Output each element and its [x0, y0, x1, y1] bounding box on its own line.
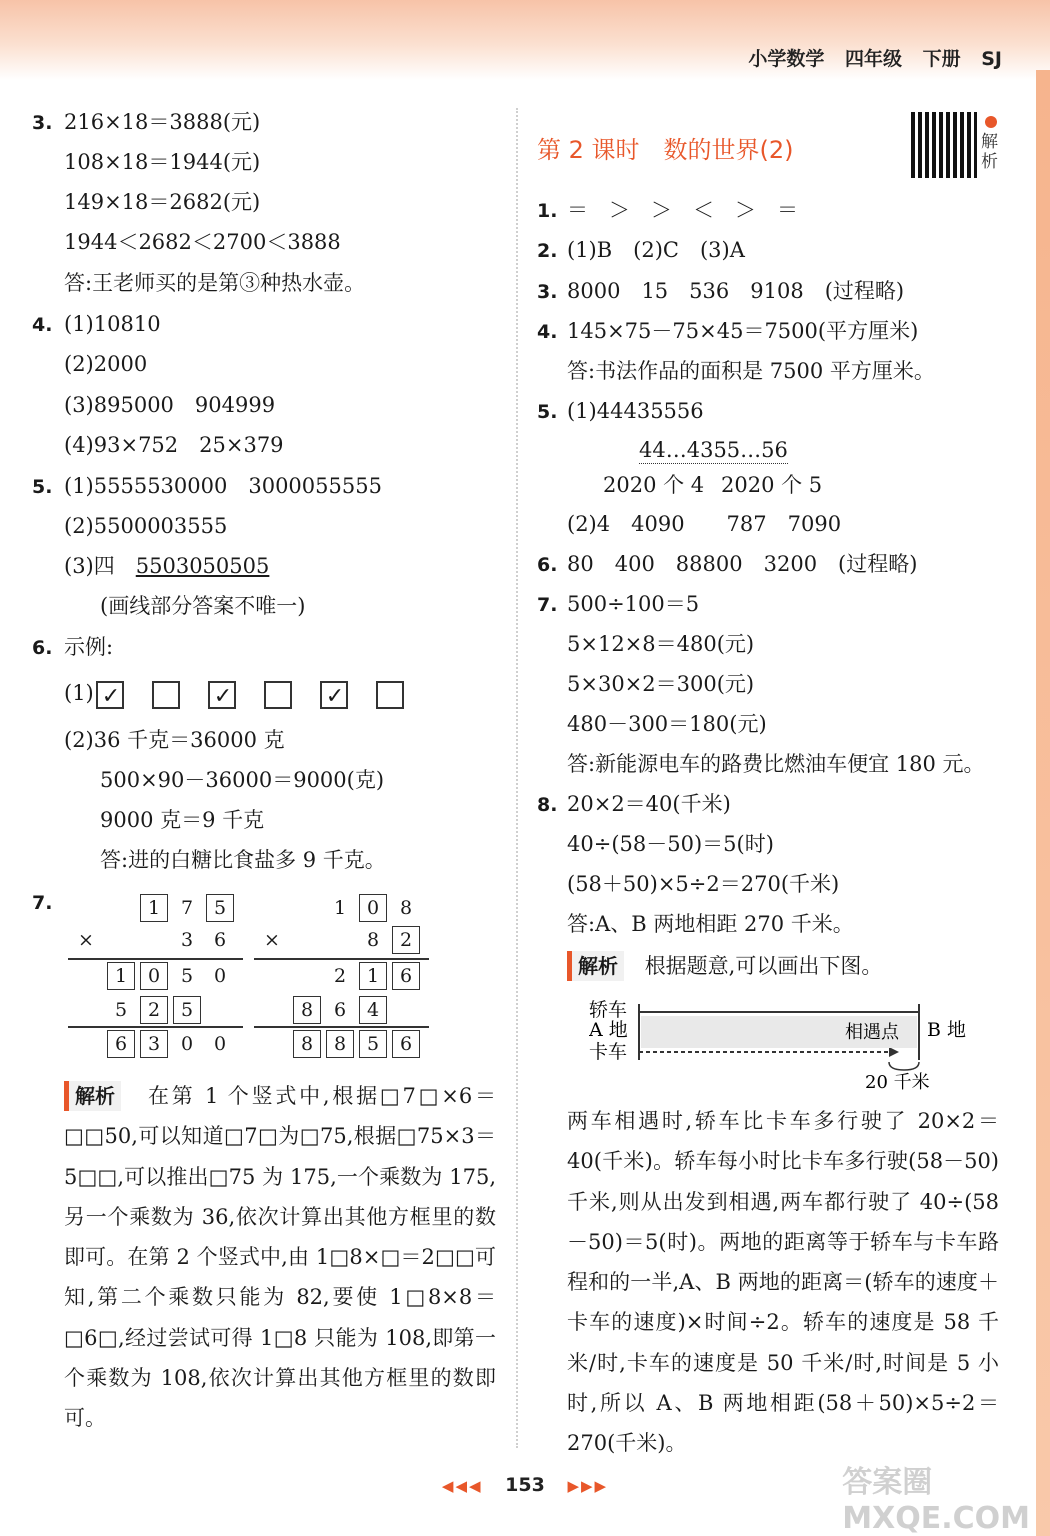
calc2-digit: 8	[399, 897, 413, 919]
qr-label: 解析	[981, 132, 998, 172]
answer-line: (3)895000 904999	[64, 393, 276, 417]
calc1-boxed-digit: 5	[206, 894, 234, 922]
question-number: 1.	[537, 200, 558, 222]
answer-line: 答:书法作品的面积是 7500 平方厘米。	[567, 359, 935, 383]
analysis-row	[567, 950, 882, 984]
answer-line: (1)44435556	[567, 399, 704, 423]
prev-arrows-icon: ◀◀◀	[441, 1477, 483, 1495]
answer-line: 答:新能源电车的路费比燃油车便宜 180 元。	[567, 752, 985, 776]
calc1-digit: 0	[213, 1033, 227, 1055]
answer-line: 500÷100＝5	[567, 592, 700, 616]
answer-line: (4)93×752 25×379	[64, 433, 284, 457]
calc1-digit: 7	[180, 897, 194, 919]
meet-label: 相遇点	[845, 1022, 899, 1043]
question-number: 4.	[537, 321, 558, 343]
answer-line	[64, 550, 269, 582]
calc1-digit: 5	[114, 999, 128, 1021]
gap-label: 20 千米	[865, 1072, 930, 1093]
question-number: 2.	[537, 240, 558, 262]
answer-prefix: (3)四	[64, 554, 136, 578]
calc2-boxed-digit: 8	[293, 996, 321, 1024]
question-number: 7.	[32, 892, 53, 914]
calc2-boxed-digit: 1	[359, 962, 387, 990]
calc-rule	[254, 1026, 429, 1028]
answer-line: 149×18＝2682(元)	[64, 190, 261, 214]
calc1-digit: 3	[180, 929, 194, 951]
calc2-digit: 1	[333, 897, 347, 919]
calc1-digit: 0	[213, 965, 227, 987]
calc2-boxed-digit: 0	[359, 894, 387, 922]
calc2-boxed-digit: 5	[359, 1030, 387, 1058]
meeting-diagram	[589, 994, 989, 1094]
answer-line: 145×75－75×45＝7500(平方厘米)	[567, 319, 919, 343]
brace-label: 2020 个 4	[603, 473, 705, 497]
calc-rule	[68, 958, 243, 960]
calc1-boxed-digit: 3	[140, 1030, 168, 1058]
analysis-intro: 根据题意,可以画出下图。	[644, 954, 883, 978]
qr-code[interactable]	[911, 112, 977, 178]
calc2-digit: 2	[333, 965, 347, 987]
example-label: 示例:	[64, 635, 114, 659]
checked-box-icon	[96, 681, 124, 709]
calc1-digit: 5	[180, 965, 194, 987]
answer-line: 5×12×8＝480(元)	[567, 632, 755, 656]
question-number: 4.	[32, 314, 53, 336]
calc2-digit: 6	[333, 999, 347, 1021]
calc1-digit: 0	[180, 1033, 194, 1055]
empty-box-icon	[264, 681, 292, 709]
calc-rule	[254, 958, 429, 960]
answer-line: (1)10810	[64, 312, 161, 336]
question-number: 7.	[537, 594, 558, 616]
answer-line: 答:A、B 两地相距 270 千米。	[567, 912, 854, 936]
answer-line: (1)5555530000 3000055555	[64, 474, 382, 498]
checkbox-list	[94, 681, 404, 705]
multiply-sign: ×	[78, 929, 94, 951]
answer-line: ＝ ＞ ＞ ＜ ＞ ＝	[567, 198, 798, 222]
answer-line: 20×2＝40(千米)	[567, 792, 731, 816]
page-number: 153	[505, 1474, 545, 1496]
answer-line: (2)4 4090 787 7090	[567, 512, 842, 536]
analysis-text: 两车相遇时,轿车比卡车多行驶了 20×2＝40(千米)。轿车每小时比卡车多行驶(58－50)千米,则从出发到相遇,两车都行驶了 40÷(58－50)＝5(时)。两地的距离等于轿车与卡车路程和的一半,A、B 两地的距离＝(轿车的速度＋卡车的速度)×时间÷2。轿车的速度是 58 千米/时,卡车的速度是 50 千米/时,时间是 5 小时,所以 A、B 两地相距(58＋50)×5÷2＝270(千米)。	[567, 1109, 999, 1456]
car-label: 轿车	[589, 999, 628, 1021]
calc1-boxed-digit: 6	[107, 1030, 135, 1058]
truck-label: 卡车	[589, 1041, 628, 1063]
calc1-boxed-digit: 0	[140, 962, 168, 990]
calc1-boxed-digit: 5	[173, 996, 201, 1024]
gap-brace	[889, 1062, 919, 1070]
calc2-boxed-digit: 6	[392, 962, 420, 990]
answer-line: 480－300＝180(元)	[567, 712, 767, 736]
question-number: 3.	[537, 281, 558, 303]
place-a-label: A 地	[589, 1019, 628, 1041]
answer-line: (2)36 千克＝36000 克	[64, 728, 285, 752]
analysis-label: 解析	[64, 1081, 121, 1111]
answer-line: 答:进的白糖比食盐多 9 千克。	[100, 848, 386, 872]
analysis-label: 解析	[567, 951, 624, 981]
answer-line: 216×18＝3888(元)	[64, 110, 261, 134]
calc2-boxed-digit: 6	[392, 1030, 420, 1058]
answer-line: 108×18＝1944(元)	[64, 150, 261, 174]
analysis-text: 在第 1 个竖式中,根据□7□×6＝□□50,可以知道□7□为□75,根据□75×3＝5□□,可以推出□75 为 175,一个乘数为 175,另一个乘数为 36,依次计算出其他方框里的数即可。在第 2 个竖式中,由 1□8×□＝2□□可知,第二个乘数只能为 82,要使 1□8×8＝□6□,经过尝试可得 1□8 只能为 108,即第一个乘数为 108,依次计算出其他方框里的数即可。	[64, 1084, 496, 1431]
question-number: 5.	[537, 401, 558, 423]
watermark-logo: 答案圈 MXQE.COM	[842, 1465, 1030, 1536]
calc2-boxed-digit: 8	[326, 1030, 354, 1058]
question-number: 8.	[537, 794, 558, 816]
calc1-digit: 6	[213, 929, 227, 951]
question-number: 6.	[537, 554, 558, 576]
answer-line: 答:王老师买的是第③种热水壶。	[64, 271, 366, 295]
underlined-answer: 5503050505	[135, 554, 270, 578]
calc-rule	[68, 1026, 243, 1028]
answer-line: (2)5500003555	[64, 514, 228, 538]
answer-line: 5×30×2＝300(元)	[567, 672, 755, 696]
answer-line: 9000 克＝9 千克	[100, 808, 265, 832]
calc2-boxed-digit: 8	[293, 1030, 321, 1058]
calc1-boxed-digit: 1	[107, 962, 135, 990]
multiply-sign: ×	[264, 929, 280, 951]
empty-box-icon	[376, 681, 404, 709]
answer-line: 80 400 88800 3200 (过程略)	[567, 552, 918, 576]
question-number: 6.	[32, 637, 53, 659]
answer-line: 500×90－36000＝9000(克)	[100, 768, 385, 792]
question-number: 3.	[32, 112, 53, 134]
brace-label: 2020 个 5	[721, 473, 823, 497]
answer-note: (画线部分答案不唯一)	[100, 594, 306, 618]
book-header: 小学数学 四年级 下册 SJ	[748, 48, 1002, 70]
answer-line: 1944＜2682＜2700＜3888	[64, 230, 341, 254]
answer-line: 8000 15 536 9108 (过程略)	[567, 279, 905, 303]
calc2-digit: 8	[366, 929, 380, 951]
calc2-boxed-digit: 2	[392, 926, 420, 954]
answer-line: (58＋50)×5÷2＝270(千米)	[567, 872, 840, 896]
column-divider	[516, 108, 518, 1448]
checked-box-icon	[320, 681, 348, 709]
lesson-title: 第 2 课时 数的世界(2)	[537, 136, 794, 164]
answer-line: (1)B (2)C (3)A	[567, 238, 745, 262]
sub-label: (1)	[64, 681, 94, 705]
answer-line: (2)2000	[64, 352, 148, 376]
calc1-boxed-digit: 1	[140, 894, 168, 922]
play-icon	[985, 116, 997, 128]
next-arrows-icon: ▶▶▶	[567, 1477, 609, 1495]
side-strip	[1036, 70, 1050, 1536]
checkbox-row	[64, 677, 404, 709]
place-b-label: B 地	[927, 1019, 967, 1041]
truck-arrow	[889, 1047, 899, 1057]
calc2-boxed-digit: 4	[359, 996, 387, 1024]
question-number: 5.	[32, 476, 53, 498]
checked-box-icon	[208, 681, 236, 709]
calc1-boxed-digit: 2	[140, 996, 168, 1024]
empty-box-icon	[152, 681, 180, 709]
brace-number: 44…4355…56	[639, 438, 788, 462]
answer-line: 40÷(58－50)＝5(时)	[567, 832, 774, 856]
